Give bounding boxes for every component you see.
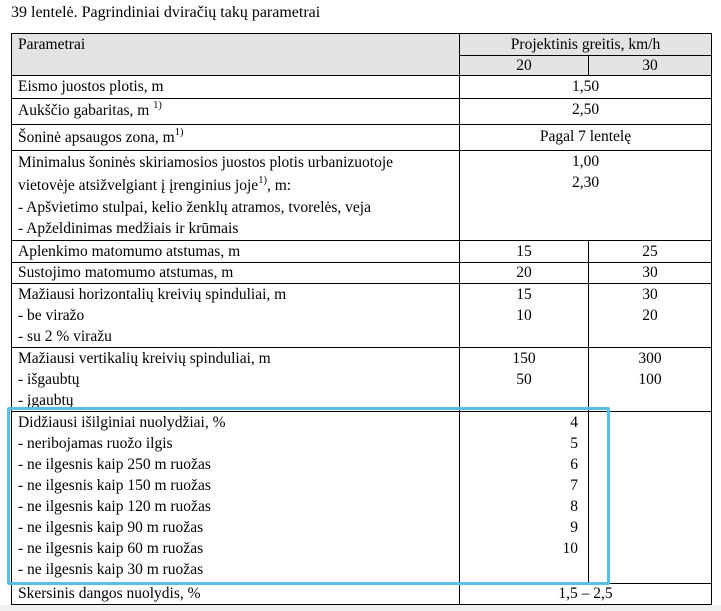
- table-row: [12, 412, 712, 584]
- sub-value: 30: [642, 286, 658, 303]
- table-caption: 39 lentelė. Pagrindiniai dviračių takų parametrai: [11, 4, 321, 21]
- row-value: 2,50: [460, 99, 712, 125]
- row-value-30: 30: [589, 263, 712, 284]
- sub-value: 150: [512, 350, 536, 367]
- sub-item: - Apšvietimo stulpai, kelio ženklų atramos, tvorelės, veja: [18, 199, 371, 216]
- sub-value: 100: [638, 371, 662, 388]
- table-row: [12, 241, 712, 263]
- sub-item: - ne ilgesnis kaip 90 m ruožas: [18, 519, 204, 536]
- table-row: [12, 348, 712, 412]
- row-value-20: [460, 412, 589, 584]
- row-value: [460, 151, 712, 241]
- sub-value: 2,30: [571, 174, 600, 191]
- footnote-ref: 1): [174, 126, 184, 138]
- row-label-text: Šoninė apsaugos zona, m: [18, 129, 175, 146]
- table-row: [12, 99, 712, 125]
- sub-value: 9: [570, 519, 578, 536]
- sub-value: 7: [570, 477, 578, 494]
- table-row: [12, 263, 712, 284]
- row-label: Eismo juostos plotis, m: [12, 76, 460, 99]
- row-value-20: [460, 284, 589, 348]
- sub-value: 15: [516, 286, 532, 303]
- table-row: [12, 76, 712, 99]
- sub-value: 4: [570, 414, 578, 431]
- table-row: [12, 125, 712, 151]
- bottom-strip: [0, 605, 721, 611]
- sub-item: - be viražo: [18, 307, 85, 324]
- row-label-text: Didžiausi išilginiai nuolydžiai, %: [18, 414, 226, 431]
- row-label: Skersinis dangos nuolydis, %: [12, 584, 460, 605]
- sub-value: 8: [570, 498, 578, 515]
- row-value-30: 25: [589, 241, 712, 263]
- header-parameters: [12, 34, 460, 76]
- row-label: Sustojimo matomumo atstumas, m: [12, 263, 460, 284]
- row-label-text: , m:: [266, 177, 292, 194]
- row-value-20: [460, 348, 589, 412]
- row-label: [12, 284, 460, 348]
- row-value: 1,50: [460, 76, 712, 99]
- sub-item: - ne ilgesnis kaip 60 m ruožas: [18, 540, 204, 557]
- row-label-text: Mažiausi vertikalių kreivių spinduliai, m: [18, 350, 271, 367]
- sub-item: - neribojamas ruožo ilgis: [18, 435, 173, 452]
- footnote-ref: 1): [153, 99, 162, 111]
- header-speed: [460, 34, 712, 56]
- sub-value: 20: [642, 307, 658, 324]
- sub-value: 10: [562, 540, 578, 557]
- sub-value: 50: [516, 371, 532, 388]
- row-label-text: Aukščio gabaritas, m: [18, 102, 150, 119]
- row-value: Pagal 7 lentelę: [460, 125, 712, 151]
- sub-item: - su 2 % viražu: [18, 328, 112, 345]
- row-label-text: Mažiausi horizontalių kreivių spinduliai, m: [18, 286, 287, 303]
- sub-item: - ne ilgesnis kaip 150 m ruožas: [18, 477, 211, 494]
- header-parameters-label: Parametrai: [18, 36, 86, 53]
- row-value-30: [589, 348, 712, 412]
- row-value-30: [589, 412, 712, 584]
- row-value-20: 15: [460, 241, 589, 263]
- row-label: [12, 412, 460, 584]
- sub-value: 10: [516, 307, 532, 324]
- sub-value: 1,00: [571, 153, 600, 170]
- row-label: [12, 125, 460, 151]
- sub-value: 6: [570, 456, 578, 473]
- header-speed-label: Projektinis greitis, km/h: [510, 36, 661, 53]
- row-label: [12, 151, 460, 241]
- row-value: 1,5 – 2,5: [460, 584, 712, 605]
- table-row: [12, 151, 712, 241]
- table-row: [12, 584, 712, 605]
- sub-item: - įgaubtų: [18, 392, 74, 409]
- header-speed-20: 20: [460, 56, 589, 76]
- sub-item: - ne ilgesnis kaip 250 m ruožas: [18, 456, 211, 473]
- row-label: Aplenkimo matomumo atstumas, m: [12, 241, 460, 263]
- row-label: [12, 99, 460, 125]
- row-label: [12, 348, 460, 412]
- header-speed-30: 30: [589, 56, 712, 76]
- sub-item: - Apželdinimas medžiais ir krūmais: [18, 220, 239, 237]
- row-value-30: [589, 284, 712, 348]
- row-value-20: 20: [460, 263, 589, 284]
- sub-item: - ne ilgesnis kaip 30 m ruožas: [18, 561, 204, 578]
- header-row: [12, 34, 712, 56]
- footnote-ref: 1): [258, 174, 267, 186]
- row-label-line: Minimalus šoninės skiriamosios juostos plotis urbanizuotoje: [18, 154, 394, 171]
- parameters-table: [11, 33, 712, 605]
- sub-item: - išgaubtų: [18, 371, 80, 388]
- row-label-text: vietovėje atsižvelgiant į įrenginius joje: [18, 177, 259, 194]
- sub-value: 5: [570, 435, 578, 452]
- sub-value: 300: [638, 350, 662, 367]
- table-row: [12, 284, 712, 348]
- row-label-line: [18, 175, 453, 197]
- sub-item: - ne ilgesnis kaip 120 m ruožas: [18, 498, 211, 515]
